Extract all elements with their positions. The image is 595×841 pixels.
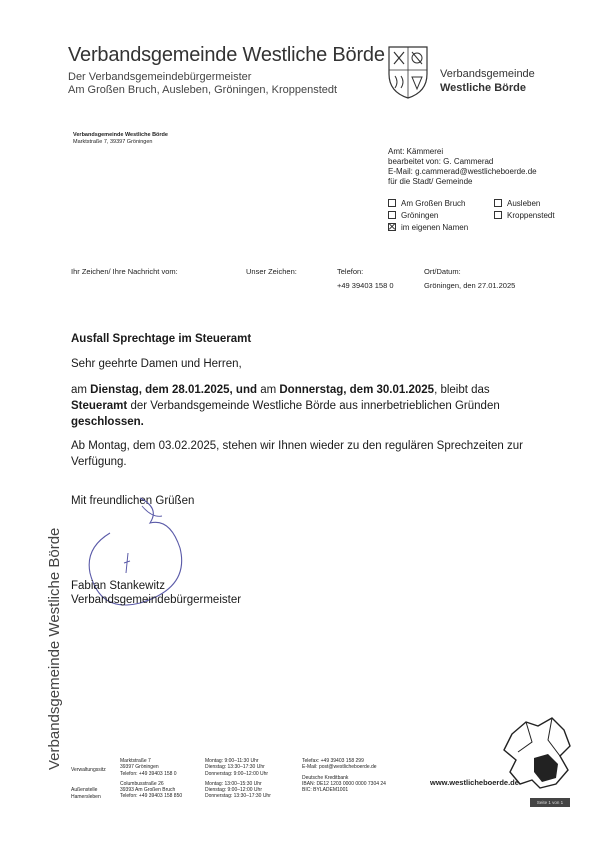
checked-box-icon xyxy=(388,223,396,231)
telefon-label: Telefon: xyxy=(337,267,364,276)
for-municipality-label: für die Stadt/ Gemeinde xyxy=(388,177,473,186)
amt-label: Amt: Kämmerei xyxy=(388,147,444,156)
footer-col2: Marktstraße 7 39397 Gröningen Telefon: +49 39403 158 0 Columbusstraße 26 39393 Am Großen Bruch Telefon: +49 39403 158 850 xyxy=(120,758,183,800)
checkbox-icon xyxy=(494,199,502,207)
checkbox-eigener-name[interactable]: im eigenen Namen xyxy=(388,223,468,232)
logo-line1: Verbandsgemeinde xyxy=(440,68,535,80)
municipalities-subtitle: Am Großen Bruch, Ausleben, Gröningen, Kroppenstedt xyxy=(68,84,338,96)
logo-line2: Westliche Börde xyxy=(440,82,526,94)
footer-col1-row4: Außenstelle xyxy=(71,787,98,793)
letter-paragraph-2: Ab Montag, dem 03.02.2025, stehen wir Ihnen wieder zu den regulären Sprechzeiten zur Verfügung. xyxy=(71,440,523,468)
checkbox-icon xyxy=(388,199,396,207)
checkbox-kroppenstedt[interactable]: Kroppenstedt xyxy=(494,211,555,220)
letter-subject: Ausfall Sprechtage im Steueramt xyxy=(71,333,252,345)
footer-col4: Telefax: +49 39403 158 299 E-Mail: post@westlicheboerde.de Deutsche Kreditbank IBAN: DE12 1203 0000 0000 7304 24 BIC: BYLADEM1001 xyxy=(302,758,386,794)
checkbox-groeningen[interactable]: Gröningen xyxy=(388,211,438,220)
checkbox-ausleben[interactable]: Ausleben xyxy=(494,199,540,208)
coat-of-arms-icon xyxy=(386,44,430,100)
footer-col3: Montag: 9:00–11:30 Uhr Dienstag: 13:30–17:30 Uhr Donnerstag: 9:00–12:00 Uhr Montag: 13:00–15:30 Uhr Dienstag: 9:00–12:00 Uhr Donnerstag: 13:30–17:30 Uhr xyxy=(205,758,271,800)
letter-paragraph-1: am Dienstag, dem 28.01.2025, und am Donnerstag, dem 30.01.2025, bleibt das Steueramt der Verbandsgemeinde Westliche Börde aus innerbetrieblichen Gründen geschlossen. xyxy=(71,384,500,428)
unser-zeichen-label: Unser Zeichen: xyxy=(246,267,297,276)
page-indicator: Seite 1 von 1 xyxy=(530,798,570,807)
bearbeiter-label: bearbeitet von: G. Cammerad xyxy=(388,157,494,166)
checkbox-am-grossen-bruch[interactable]: Am Großen Bruch xyxy=(388,199,465,208)
org-title: Verbandsgemeinde Westliche Börde xyxy=(68,44,385,66)
footer-col1-row1: Verwaltungssitz xyxy=(71,767,106,773)
ort-datum-value: Gröningen, den 27.01.2025 xyxy=(424,281,516,290)
letter-closing: Mit freundlichen Grüßen xyxy=(71,495,195,507)
website-link[interactable]: www.westlicheboerde.de xyxy=(430,778,519,787)
signer-title: Verbandsgemeindebürgermeister xyxy=(71,594,242,606)
sender-name: Verbandsgemeinde Westliche Börde xyxy=(73,132,168,138)
checkbox-icon xyxy=(494,211,502,219)
footer-col1-row5: Hamersleben xyxy=(71,794,101,800)
ort-datum-label: Ort/Datum: xyxy=(424,267,461,276)
email-label: E-Mail: g.cammerad@westlicheboerde.de xyxy=(388,167,537,176)
mayor-subtitle: Der Verbandsgemeindebürgermeister xyxy=(68,71,252,83)
sender-address: Marktstraße 7, 39397 Gröningen xyxy=(73,139,153,145)
vertical-org-stamp: Verbandsgemeinde Westliche Börde xyxy=(46,527,63,770)
letter-salutation: Sehr geehrte Damen und Herren, xyxy=(71,358,242,370)
checkbox-icon xyxy=(388,211,396,219)
ihr-zeichen-label: Ihr Zeichen/ Ihre Nachricht vom: xyxy=(71,267,178,276)
signer-name: Fabian Stankewitz xyxy=(71,580,165,592)
telefon-value: +49 39403 158 0 xyxy=(337,281,394,290)
